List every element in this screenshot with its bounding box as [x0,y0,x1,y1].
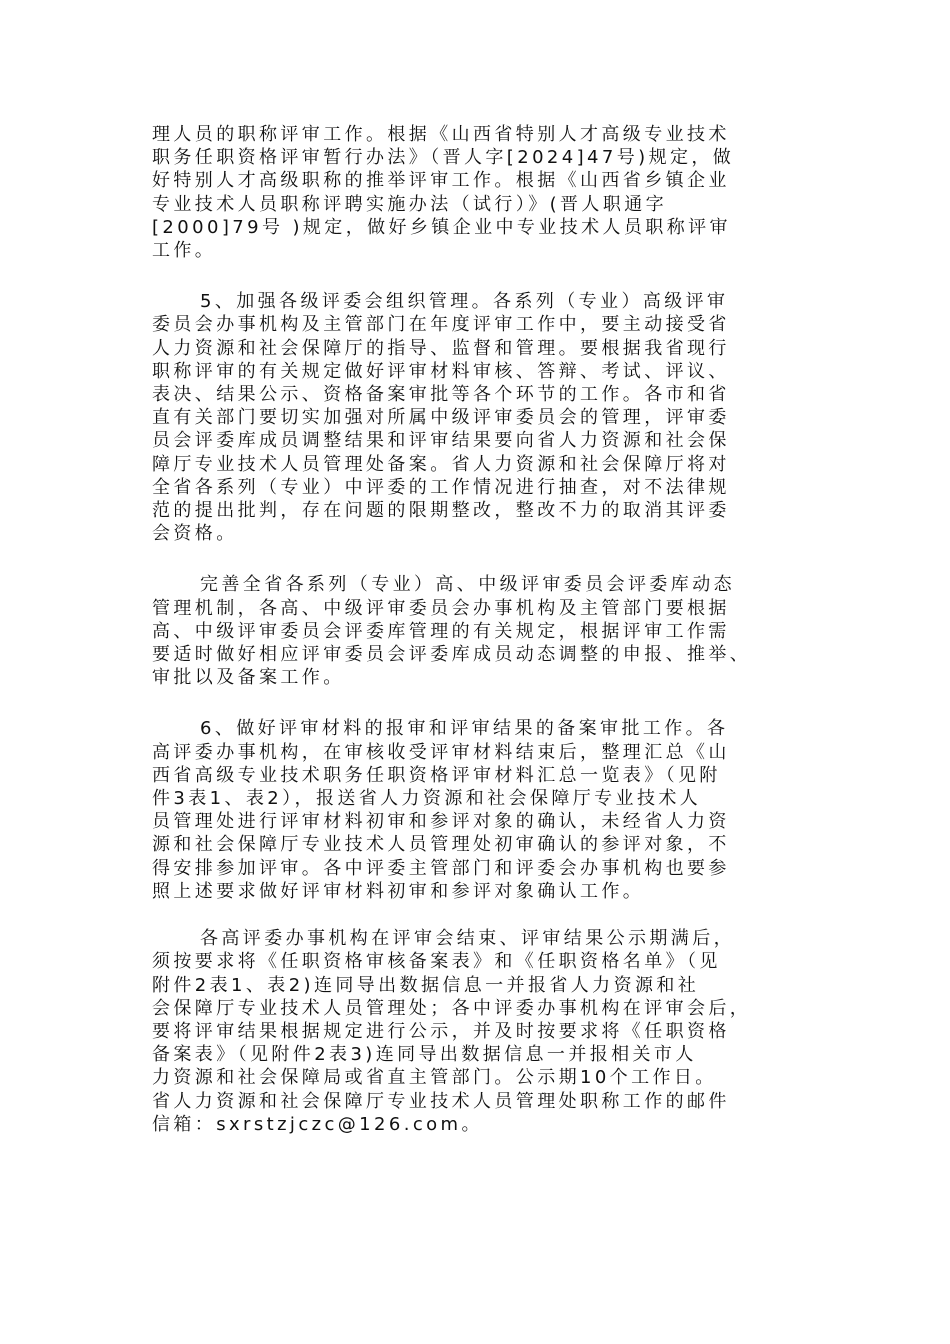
paragraph-4 [152,717,812,903]
text-line: 理人员的职称评审工作。根据《山西省特别人才高级专业技术 [152,124,730,145]
paragraph-3 [152,573,812,689]
text-line: 要将评审结果根据规定进行公示，并及时按要求将《任职资格 [152,1020,730,1042]
text-line: 6、做好评审材料的报审和评审结果的备案审批工作。各 [200,718,729,740]
text-line: 员会评委库成员调整结果和评审结果要向省人力资源和社会保 [152,430,730,452]
text-line: 委员会办事机构及主管部门在年度评审工作中，要主动接受省 [152,314,730,336]
paragraph-1 [152,123,812,262]
text-line: 员管理处进行评审材料初审和参评对象的确认，未经省人力资 [152,811,730,833]
email-line: 信箱：sxrstzjczc@126.com。 [152,1113,483,1135]
text-line: 直有关部门要切实加强对所属中级评审委员会的管理，评审委 [152,407,730,429]
text-line: 高、中级评审委员会评委库管理的有关规定，根据评审工作需 [152,620,730,642]
text-line: 各高评委办事机构在评审会结束、评审结果公示期满后， [200,928,735,950]
text-line: 专业技术人员职称评聘实施办法（试行）》(晋人职通字 [152,193,668,215]
text-line: 管理机制，各高、中级评审委员会办事机构及主管部门要根据 [152,597,730,619]
text-line: 好特别人才高级职称的推举评审工作。根据《山西省乡镇企业 [152,170,730,192]
text-line: 力资源和社会保障局或省直主管部门。公示期10个工作日。 [152,1067,717,1089]
text-line: 障厅专业技术人员管理处备案。省人力资源和社会保障厅将对 [152,453,730,475]
text-line: 省人力资源和社会保障厅专业技术人员管理处职称工作的邮件 [152,1090,730,1112]
text-line: 备案表》（见附件2表3)连同导出数据信息一并报相关市人 [152,1044,697,1066]
text-line: 附件2表1、表2)连同导出数据信息一并报省人力资源和社 [152,974,700,996]
text-line: 西省高级专业技术职务任职资格评审材料汇总一览表》（见附 [152,764,721,786]
text-line: 会保障厅专业技术人员管理处；各中评委办事机构在评审会后， [152,997,752,1019]
text-line: [2000]79号 )规定，做好乡镇企业中专业技术人员职称评审 [152,216,731,238]
text-line: 职务任职资格评审暂行办法》（晋人字[2024]47号)规定，做 [152,147,735,169]
text-line: 表决、结果公示、资格备案审批等各个环节的工作。各市和省 [152,384,730,406]
text-line: 要适时做好相应评审委员会评委库成员动态调整的申报、推举、 [152,644,752,666]
text-line: 须按要求将《任职资格审核备案表》和《任职资格名单》（见 [152,951,721,973]
paragraph-5 [152,927,812,1136]
text-line: 高评委办事机构，在审核收受评审材料结束后，整理汇总《山 [152,741,730,763]
text-line: 得安排参加评审。各中评委主管部门和评委会办事机构也要参 [152,857,730,879]
text-line: 职称评审的有关规定做好评审材料审核、答辩、考试、评议、 [152,360,730,382]
document-body [152,123,812,1164]
text-line: 源和社会保障厅专业技术人员管理处初审确认的参评对象，不 [152,834,730,856]
text-line: 5、加强各级评委会组织管理。各系列（专业）高级评审 [200,291,729,313]
text-line: 全省各系列（专业）中评委的工作情况进行抽查，对不法律规 [152,476,730,498]
text-line: 审批以及备案工作。 [152,667,345,689]
text-line: 照上述要求做好评审材料初审和参评对象确认工作。 [152,880,645,902]
paragraph-2 [152,290,812,545]
text-line: 人力资源和社会保障厅的指导、监督和管理。要根据我省现行 [152,337,730,359]
text-line: 工作。 [152,240,217,262]
text-line: 件3表1、表2），报送省人力资源和社会保障厅专业技术人 [152,788,702,810]
text-line: 完善全省各系列（专业）高、中级评审委员会评委库动态 [200,574,735,596]
text-line: 会资格。 [152,523,238,545]
text-line: 范的提出批判，存在问题的限期整改，整改不力的取消其评委 [152,500,730,522]
